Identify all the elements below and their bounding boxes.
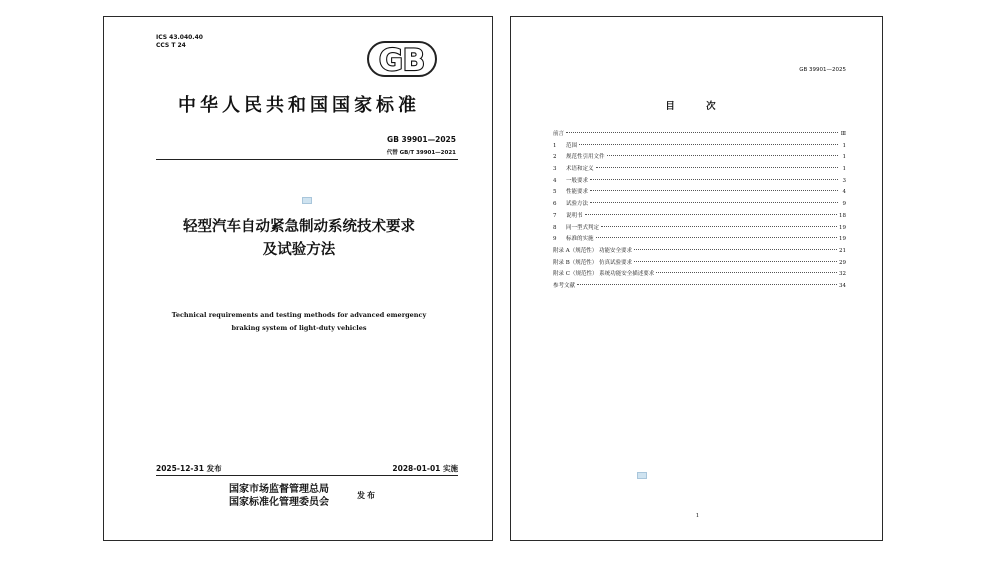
toc-entry-page: 3: [842, 177, 846, 184]
standard-code: GB 39901—2025: [387, 135, 456, 144]
toc-leader-dots: [590, 190, 838, 191]
title-cn-line2: 及试验方法: [262, 242, 336, 258]
toc-leader-dots: [566, 132, 838, 133]
toc-entry[interactable]: [553, 187, 846, 199]
title-chinese: [104, 216, 494, 262]
toc-entry-number: 7: [553, 212, 557, 219]
toc-entry-page: 29: [839, 259, 846, 266]
toc-entry-page: 4: [842, 189, 846, 196]
svg-text:GB: GB: [379, 43, 425, 77]
toc-entry-number: 3: [553, 166, 557, 173]
issuer-samr: 国家市场监督管理总局: [229, 484, 329, 495]
toc-entry-label: 规范性引用文件: [566, 154, 605, 161]
title-english: [104, 309, 494, 335]
toc-entry-label: 附录 A（规范性） 功能安全要求: [553, 247, 632, 254]
toc-leader-dots: [579, 144, 838, 145]
toc-entry[interactable]: [553, 234, 846, 246]
toc-entry-label: 标准的实施: [566, 236, 594, 243]
toc-entry[interactable]: [553, 199, 846, 211]
toc-leader-dots: [634, 249, 837, 250]
title-en-line2: braking system of light-duty vehicles: [231, 324, 367, 332]
toc-entry-label: 前言: [553, 131, 565, 137]
toc-entry[interactable]: [553, 269, 846, 281]
toc-title: 目 次: [665, 101, 730, 112]
top-divider: [156, 159, 458, 160]
toc-leader-dots: [607, 155, 838, 156]
toc-leader-dots: [634, 261, 837, 262]
toc-entry-number: 5: [553, 189, 557, 196]
toc-leader-dots: [596, 167, 838, 168]
ccs-code: CCS T 24: [156, 42, 186, 49]
toc-entry-page: 19: [839, 236, 846, 243]
toc-leader-dots: [590, 179, 838, 180]
toc-entry-label: 术语和定义: [566, 166, 594, 173]
issuer-sac: 国家标准化管理委员会: [229, 497, 329, 508]
toc-entry[interactable]: [553, 129, 846, 141]
issue-date: 2025-12-31 发布: [156, 464, 222, 473]
toc-entry-label: 参考文献: [553, 282, 576, 289]
toc-entry-label: 同一型式判定: [566, 224, 600, 231]
toc-entry-page: 9: [842, 201, 846, 208]
toc-entry-page: 21: [839, 247, 846, 254]
replaces-code: 代替 GB/T 39901—2021: [386, 150, 456, 156]
toc-leader-dots: [596, 237, 837, 238]
toc-leader-dots: [577, 284, 837, 285]
toc-entry-page: Ⅲ: [840, 131, 846, 137]
toc-leader-dots: [585, 214, 837, 215]
watermark-icon: [302, 197, 312, 204]
page-number: 1: [695, 513, 700, 519]
toc-entry-page: 34: [839, 282, 846, 289]
standard-type-heading: 中华人民共和国国家标准: [178, 95, 420, 116]
issuing-authorities: [229, 483, 329, 509]
toc-leader-dots: [656, 272, 837, 273]
toc-leader-dots: [590, 202, 838, 203]
title-en-line1: Technical requirements and testing methods for advanced emergency: [171, 311, 427, 319]
toc-entry-number: 1: [553, 142, 557, 149]
toc-entry-page: 32: [839, 271, 846, 278]
toc-entry[interactable]: [553, 281, 846, 293]
toc-entry-label: 范围: [566, 142, 578, 149]
toc-leader-dots: [601, 226, 837, 227]
toc-list: [553, 129, 846, 293]
cover-page: [103, 16, 493, 541]
toc-entry-label: 说明书: [566, 212, 583, 219]
toc-entry-label: 附录 C（规范性） 系统功能安全描述要求: [553, 271, 655, 278]
publish-label: 发布: [357, 490, 377, 500]
implement-date: 2028-01-01 实施: [392, 464, 458, 473]
toc-entry-page: 19: [839, 224, 846, 231]
toc-entry[interactable]: [553, 211, 846, 223]
toc-entry-page: 1: [842, 142, 846, 149]
toc-entry-label: 性能要求: [566, 189, 589, 196]
toc-entry[interactable]: [553, 152, 846, 164]
toc-entry[interactable]: [553, 164, 846, 176]
page-header-code: GB 39901—2025: [799, 67, 846, 73]
toc-entry-page: 1: [842, 166, 846, 173]
ics-code: ICS 43.040.40: [156, 34, 203, 41]
toc-entry-number: 6: [553, 201, 557, 208]
toc-entry-label: 试验方法: [566, 201, 589, 208]
toc-entry[interactable]: [553, 246, 846, 258]
toc-entry-label: 附录 B（规范性） 仿真试验要求: [553, 259, 633, 266]
title-cn-line1: 轻型汽车自动紧急制动系统技术要求: [183, 219, 415, 235]
gb-logo: [366, 39, 438, 79]
classification-codes: [156, 34, 203, 50]
toc-entry-label: 一般要求: [566, 177, 589, 184]
toc-entry-page: 1: [842, 154, 846, 161]
toc-entry[interactable]: [553, 223, 846, 235]
toc-entry-number: 4: [553, 177, 557, 184]
watermark-icon: [637, 472, 647, 479]
toc-entry[interactable]: [553, 258, 846, 270]
toc-page: [510, 16, 883, 541]
toc-entry[interactable]: [553, 141, 846, 153]
toc-entry-page: 18: [839, 212, 846, 219]
toc-entry-number: 8: [553, 224, 557, 231]
toc-entry-number: 9: [553, 236, 557, 243]
toc-entry[interactable]: [553, 176, 846, 188]
toc-entry-number: 2: [553, 154, 557, 161]
bottom-divider: [156, 475, 458, 476]
